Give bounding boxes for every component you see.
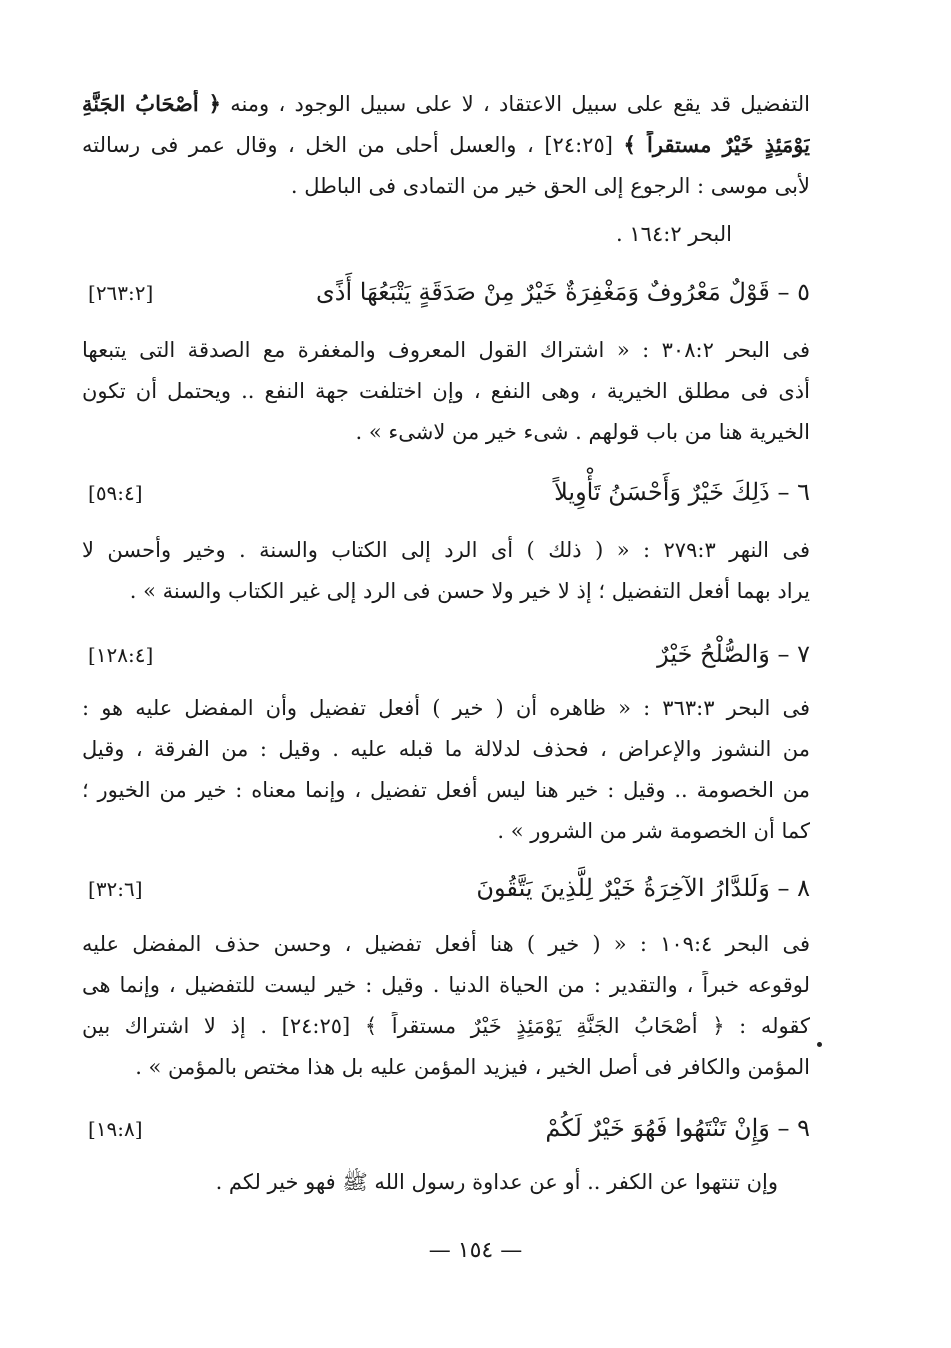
commentary-line: كما أن الخصومة شر من الشرور » . (497, 819, 810, 843)
commentary-line: الخيرية هنا من باب قولهم . شىء خير من لاشىء » . (355, 420, 810, 444)
verse-entry-8 (82, 870, 810, 910)
commentary-line: من النشوز والإعراض ، فحذف لدلالة ما قبله عليه . وقيل : من الفرقة ، وقيل (82, 737, 810, 761)
verse-text: ٩ – وَإِنْ تَنْتَهُوا فَهُوَ خَيْرٌ لَكُمْ (545, 1114, 810, 1142)
commentary-line: يراد بهما أفعل التفضيل ؛ إذ لا خير ولا حسن فى الرد إلى غير الكتاب والسنة » . (129, 579, 810, 603)
verse-entry-7 (82, 636, 810, 676)
commentary-line: المؤمن والكافر فى أصل الخير ، فيزيد المؤمن عليه بل هذا مختص بالمؤمن » . (135, 1055, 810, 1079)
commentary-line: كقوله : ﴿ أَصْحَابُ الجَنَّةِ يَوْمَئِذٍ خَيْرٌ مستقراً ﴾ [٢٤:٢٥] . إذ لا اشتراك بين (82, 1014, 810, 1038)
verse-reference: [٢٦٣:٢] (88, 281, 154, 305)
verse-entry-9 (82, 1110, 810, 1150)
page-number: — ١٥٤ — (428, 1238, 523, 1263)
commentary-line: من الخصومة .. وقيل : خير هنا ليس أفعل تفضيل ، وإنما معناه : خير من الخيور ؛ (82, 778, 810, 802)
verse-text: ٨ – وَلَلدَّارُ الآخِرَةُ خَيْرٌ لِلَّذِينَ يَتَّقُونَ (476, 874, 810, 902)
commentary-line: لوقوعه خبراً ، والتقدير : من الحياة الدنيا . وقيل : خير ليست للتفضيل ، وإنما هى (82, 973, 810, 997)
verse-reference: [٥٩:٤] (88, 481, 143, 505)
intro-line-2 (82, 131, 810, 159)
commentary-line: وإن تنتهوا عن الكفر .. أو عن عداوة رسول الله ﷺ فهو خير لكم . (215, 1170, 778, 1194)
verse-entry-5 (82, 274, 810, 314)
quran-quote: ﴿ أَصْحَابُ الجَنَّةِ (82, 91, 221, 116)
verse-reference: [١٢٨:٤] (88, 643, 154, 667)
intro-line-1 (82, 90, 810, 118)
verse-reference: [٣٢:٦] (88, 877, 143, 901)
intro-line-1-text: التفضيل قد يقع على سبيل الاعتقاد ، لا على سبيل الوجود ، ومنه (230, 92, 810, 116)
verse-reference: [١٩:٨] (88, 1117, 143, 1141)
intro-source: البحر ١٦٤:٢ . (616, 222, 732, 246)
verse-text: ٦ – ذَلِكَ خَيْرٌ وَأَحْسَنُ تَأْوِيلاً (554, 478, 810, 506)
commentary-line: فى البحر ٣٦٣:٣ : « ظاهره أن ( خير ) أفعل تفضيل وأن المفضل عليه هو : (82, 696, 810, 720)
intro-line-2-text: [٢٤:٢٥] ، والعسل أحلى من الخل ، وقال عمر فى رسالته (82, 133, 613, 157)
commentary-line: فى البحر ١٠٩:٤ : « ( خير ) هنا أفعل تفضيل ، وحسن حذف المفضل عليه (82, 932, 810, 956)
intro-line-3: لأبى موسى : الرجوع إلى الحق خير من التمادى فى الباطل . (290, 174, 810, 198)
verse-text: ٥ – قَوْلٌ مَعْرُوفٌ وَمَغْفِرَةٌ خَيْرٌ مِنْ صَدَقَةٍ يَتْبَعُهَا أَذًى (315, 278, 810, 306)
commentary-line: فى النهر ٢٧٩:٣ : « ( ذلك ) أى الرد إلى الكتاب والسنة . وخير وأحسن لا (82, 538, 810, 562)
verse-text: ٧ – وَالصُّلْحُ خَيْرٌ (657, 640, 810, 668)
commentary-line: أذى فى مطلق الخيرية ، وهى النفع ، وإن اختلفت جهة النفع .. ويحتمل أن تكون (82, 379, 810, 403)
verse-entry-6 (82, 474, 810, 514)
commentary-line: فى البحر ٣٠٨:٢ : « اشتراك القول المعروف والمغفرة مع الصدقة التى يتبعها (82, 338, 810, 362)
margin-dot (817, 1042, 822, 1047)
quran-quote: يَوْمَئِذٍ خَيْرٌ مستقراً ﴾ (623, 132, 810, 157)
